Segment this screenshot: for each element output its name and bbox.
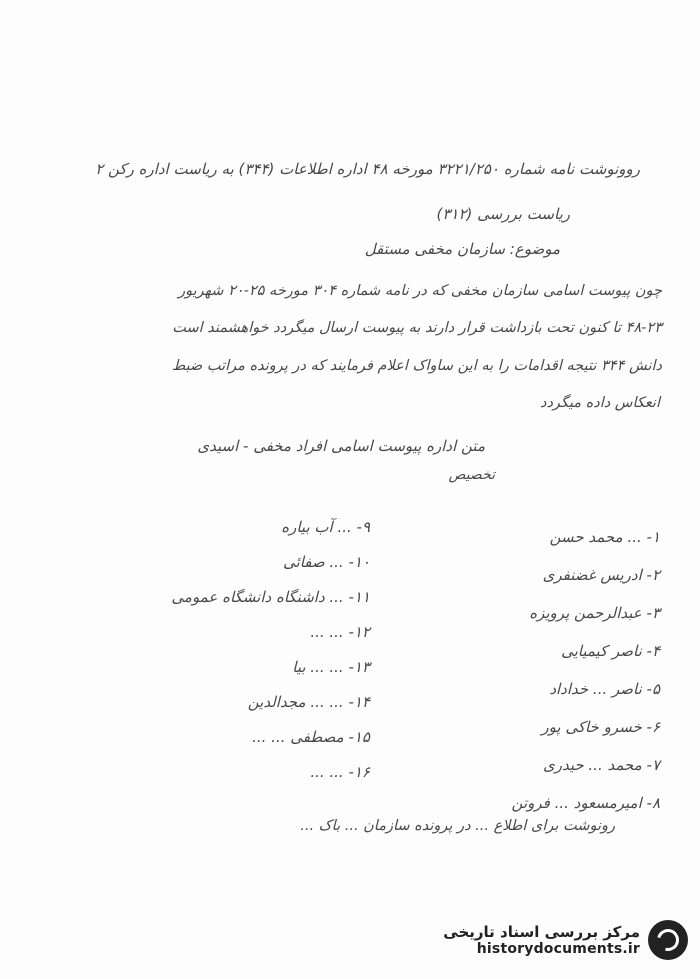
watermark-title: مرکز بررسی اسناد تاریخی — [443, 923, 640, 941]
subject-line: موضوع: سازمان مخفی مستقل — [364, 240, 560, 258]
list-item: ۶- خسرو خاکی پور — [541, 718, 660, 736]
header-line-1: روونوشت نامه شماره ۳۲۲۱/۲۵۰ مورخه ۴۸ اداره اطلاعات (۳۴۴) به ریاست اداره رکن ۲ — [95, 160, 640, 178]
body-line-3: دانش ۳۴۴ نتیجه اقدامات را به این ساواک اعلام فرمایند که در پرونده مراتب ضبط — [171, 358, 662, 374]
list-item: ۷- محمد ... حیدری — [542, 756, 660, 774]
body-line-4: انعکاس داده میگردد — [539, 395, 660, 411]
carbon-copy-line: رونوشت برای اطلاع ... در پرونده سازمان ... باک ... — [300, 818, 615, 834]
list-item: ۱۰- ... صفائی — [283, 553, 370, 571]
watermark-url: historydocuments.ir — [476, 941, 640, 957]
names-list-right — [425, 520, 660, 824]
body-line-1: چون پیوست اسامی سازمان مخفی که در نامه شماره ۳۰۴ مورخه ۲۵-۲۰ شهریور — [178, 283, 662, 299]
list-item: ۱۱- ... داشنگاه دانشگاه عمومی — [171, 588, 370, 606]
list-item: ۱۶- ... ... — [310, 763, 370, 781]
list-item: ۸- امیرمسعود ... فروتن — [511, 794, 660, 812]
list-item: ۱۳- ... ... بیا — [292, 658, 370, 676]
list-item: ۳- عبدالرحمن پرویزه — [529, 604, 660, 622]
names-list-left — [0, 510, 370, 790]
list-item: ۱۴- ... ... مجدالدین — [247, 693, 370, 711]
list-item: ۱- ... محمد حسن — [549, 528, 660, 546]
list-subtitle: تخصیص — [448, 467, 495, 483]
list-item: ۵- ناصر ... خداداد — [549, 680, 660, 698]
body-line-2: ۴۸-۲۳ تا کنون تحت بازداشت قرار دارند به پیوست ارسال میگردد خواهشمند است — [172, 320, 662, 336]
list-item: ۴- ناصر کیمیایی — [561, 642, 660, 660]
watermark — [408, 915, 688, 965]
list-title: متن اداره پیوست اسامی افراد مخفی - اسیدی — [197, 437, 485, 455]
header-line-2: ریاست بررسی (۳۱۲) — [436, 205, 570, 223]
list-item: ۱۵- مصطفی ... ... — [252, 728, 370, 746]
list-item: ۱۲- ... ... — [310, 623, 370, 641]
archive-logo-icon — [648, 920, 688, 960]
list-item: ۹- ... آب بیاره — [281, 518, 370, 536]
list-item: ۲- ادریس غضنفری — [542, 566, 660, 584]
